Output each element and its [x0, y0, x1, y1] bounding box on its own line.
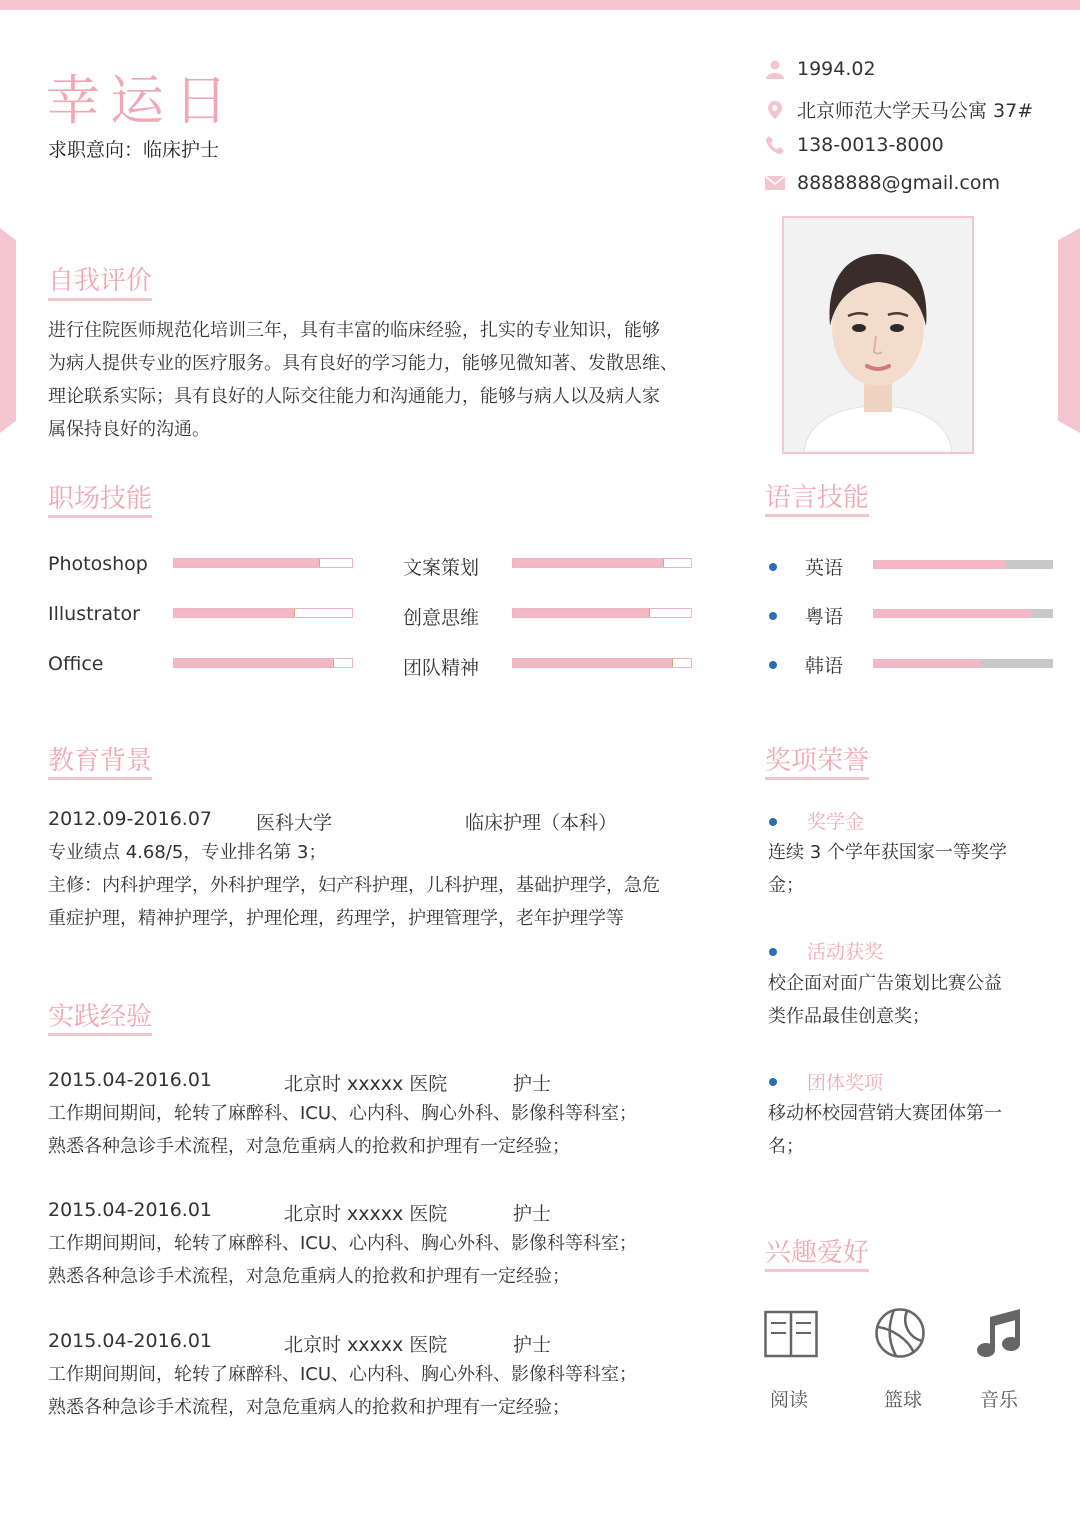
experience-org: 北京时 xxxxx 医院 — [284, 1073, 448, 1095]
portrait-illustration — [784, 218, 972, 452]
person-icon — [765, 59, 785, 79]
education-details — [48, 836, 728, 935]
hobby-label: 阅读 — [770, 1389, 809, 1411]
award-line: 金； — [768, 875, 804, 896]
skills-title: 职场技能 — [48, 484, 153, 514]
experience-line: 工作期间期间，轮转了麻醉科、ICU、心内科、胸心外科、影像科等科室； — [48, 1364, 638, 1385]
skill-bar — [173, 658, 353, 668]
skill-bar — [173, 558, 353, 568]
self-eval-title: 自我评价 — [48, 266, 153, 296]
self-eval-underline — [48, 298, 152, 301]
experience-desc — [48, 1358, 728, 1424]
language-label: 韩语 — [805, 655, 844, 677]
experience-period: 2015.04-2016.01 — [48, 1199, 212, 1221]
left-accent-tab — [0, 228, 16, 433]
experience-org: 北京时 xxxxx 医院 — [284, 1334, 448, 1356]
education-period: 2012.09-2016.07 — [48, 808, 212, 830]
education-underline — [48, 777, 152, 780]
skill-bar-fill — [513, 559, 664, 567]
language-label: 英语 — [805, 557, 844, 579]
skill-label: 创意思维 — [403, 607, 480, 629]
education-line: 专业绩点 4.68/5，专业排名第 3； — [48, 842, 327, 863]
skill-bar — [512, 658, 692, 668]
experience-role: 护士 — [513, 1073, 552, 1095]
award-desc — [768, 967, 1058, 1033]
experience-period: 2015.04-2016.01 — [48, 1069, 212, 1091]
award-desc — [768, 1097, 1058, 1163]
education-line: 重症护理，精神护理学，护理伦理，药理学，护理管理学，老年护理学等 — [48, 908, 624, 929]
address-text: 北京师范大学天马公寓 37# — [797, 100, 1034, 122]
award-line: 校企面对面广告策划比赛公益 — [768, 973, 1002, 994]
music-note-icon — [976, 1307, 1024, 1359]
bullet-dot — [769, 818, 777, 826]
experience-title: 实践经验 — [48, 1002, 153, 1032]
experience-desc — [48, 1097, 728, 1163]
education-major: 临床护理（本科） — [465, 812, 618, 834]
language-bar-fill — [873, 560, 1006, 569]
award-line: 连续 3 个学年获国家一等奖学 — [768, 842, 1007, 863]
experience-desc — [48, 1227, 728, 1293]
experience-org: 北京时 xxxxx 医院 — [284, 1203, 448, 1225]
award-name: 活动获奖 — [807, 941, 884, 963]
skill-label: 文案策划 — [403, 557, 480, 579]
hobbies-underline — [765, 1269, 869, 1272]
location-pin-icon — [765, 100, 785, 120]
email-text: 8888888@gmail.com — [797, 172, 1001, 194]
book-icon — [764, 1310, 818, 1358]
award-line: 类作品最佳创意奖； — [768, 1006, 930, 1027]
education-title: 教育背景 — [48, 746, 153, 776]
experience-line: 熟悉各种急诊手术流程，对急危重病人的抢救和护理有一定经验； — [48, 1136, 570, 1157]
skill-bar — [512, 558, 692, 568]
experience-period: 2015.04-2016.01 — [48, 1330, 212, 1352]
awards-title: 奖项荣誉 — [765, 746, 870, 776]
skill-bar-fill — [513, 659, 673, 667]
hobby-label: 音乐 — [980, 1389, 1019, 1411]
basketball-icon — [874, 1307, 926, 1359]
job-intent: 求职意向：临床护士 — [48, 139, 220, 161]
language-label: 粤语 — [805, 606, 844, 628]
experience-line: 熟悉各种急诊手术流程，对急危重病人的抢救和护理有一定经验； — [48, 1397, 570, 1418]
self-eval-line: 理论联系实际；具有良好的人际交往能力和沟通能力，能够与病人以及病人家 — [48, 386, 660, 407]
language-bar — [873, 659, 1053, 668]
contact-phone — [765, 134, 944, 156]
skill-label: Office — [48, 653, 104, 675]
award-name: 团体奖项 — [807, 1072, 884, 1094]
language-bar — [873, 609, 1053, 618]
self-eval-line: 属保持良好的沟通。 — [48, 419, 210, 440]
skill-bar — [512, 608, 692, 618]
self-eval-line: 为病人提供专业的医疗服务。具有良好的学习能力，能够见微知著、发散思维、 — [48, 353, 678, 374]
award-line: 移动杯校园营销大赛团体第一 — [768, 1103, 1002, 1124]
bullet-dot — [769, 1078, 777, 1086]
phone-text: 138-0013-8000 — [797, 134, 944, 156]
experience-line: 工作期间期间，轮转了麻醉科、ICU、心内科、胸心外科、影像科等科室； — [48, 1233, 638, 1254]
resume-name: 幸运日 — [46, 69, 238, 132]
skill-bar-fill — [174, 609, 295, 617]
award-name: 奖学金 — [807, 811, 865, 833]
skill-label: 团队精神 — [403, 657, 480, 679]
language-title: 语言技能 — [765, 483, 870, 513]
education-school: 医科大学 — [256, 812, 333, 834]
awards-underline — [765, 777, 869, 780]
profile-photo — [782, 216, 974, 454]
award-desc — [768, 836, 1058, 902]
language-bar-fill — [873, 609, 1031, 618]
hobbies-title: 兴趣爱好 — [765, 1238, 870, 1268]
experience-underline — [48, 1033, 152, 1036]
bullet-dot — [769, 612, 777, 620]
contact-address — [765, 96, 1033, 123]
skills-underline — [48, 515, 152, 518]
language-underline — [765, 514, 869, 517]
skill-bar-fill — [513, 609, 650, 617]
skill-bar-fill — [174, 559, 320, 567]
award-line: 名； — [768, 1136, 804, 1157]
experience-line: 工作期间期间，轮转了麻醉科、ICU、心内科、胸心外科、影像科等科室； — [48, 1103, 638, 1124]
hobby-label: 篮球 — [884, 1389, 923, 1411]
skill-bar-fill — [174, 659, 334, 667]
top-accent-bar — [0, 0, 1080, 10]
right-accent-tab — [1058, 228, 1080, 433]
experience-role: 护士 — [513, 1334, 552, 1356]
self-eval-line: 进行住院医师规范化培训三年，具有丰富的临床经验，扎实的专业知识，能够 — [48, 320, 660, 341]
bullet-dot — [769, 948, 777, 956]
birth-date: 1994.02 — [797, 58, 876, 80]
self-eval-text — [48, 314, 728, 446]
skill-label: Illustrator — [48, 603, 140, 625]
phone-icon — [765, 135, 785, 155]
bullet-dot — [769, 661, 777, 669]
education-line: 主修：内科护理学，外科护理学，妇产科护理，儿科护理，基础护理学，急危 — [48, 875, 660, 896]
experience-role: 护士 — [513, 1203, 552, 1225]
language-bar-fill — [873, 659, 981, 668]
bullet-dot — [769, 563, 777, 571]
skill-label: Photoshop — [48, 553, 148, 575]
language-bar — [873, 560, 1053, 569]
mail-icon — [765, 173, 785, 193]
contact-birth — [765, 58, 876, 80]
experience-line: 熟悉各种急诊手术流程，对急危重病人的抢救和护理有一定经验； — [48, 1266, 570, 1287]
skill-bar — [173, 608, 353, 618]
contact-email — [765, 172, 1000, 194]
